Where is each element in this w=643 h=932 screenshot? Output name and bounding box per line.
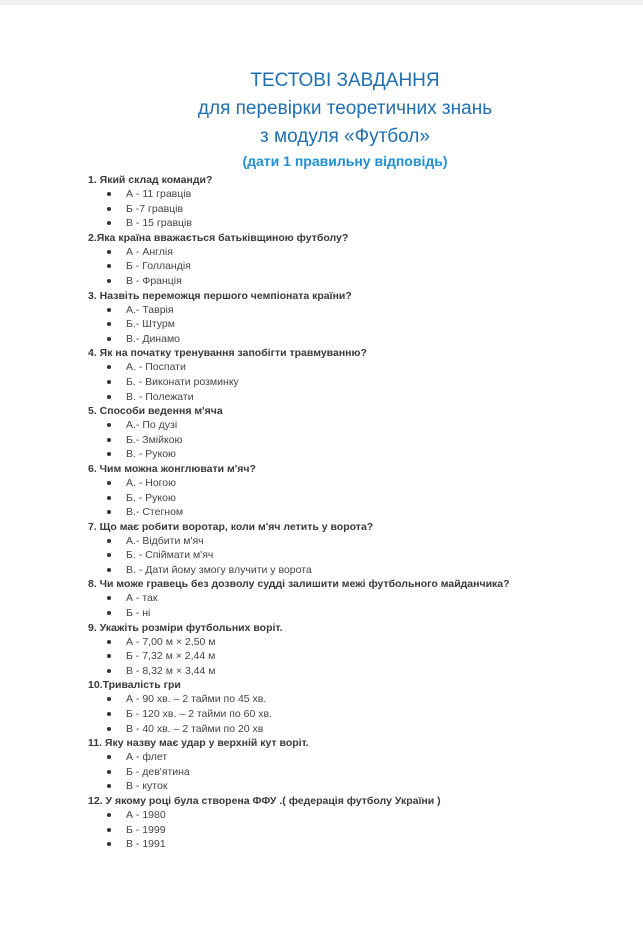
- answer-option: [88, 375, 628, 390]
- bullet-icon: [107, 438, 111, 442]
- answer-option: [88, 765, 628, 780]
- answer-list: [88, 692, 628, 736]
- bullet-icon: [107, 669, 111, 673]
- answer-option: [88, 259, 628, 274]
- bullet-icon: [107, 423, 111, 427]
- bullet-icon: [107, 380, 111, 384]
- answer-text: Б. - Спіймати м'яч: [126, 549, 214, 562]
- question-text: 6. Чим можна жонглювати м'яч?: [88, 462, 256, 475]
- answer-option: [88, 390, 628, 405]
- bullet-icon: [107, 568, 111, 572]
- answer-option: [88, 447, 628, 462]
- answer-text: А - 11 гравців: [126, 188, 192, 200]
- bullet-icon: [107, 654, 111, 658]
- page-title: ТЕСТОВІ ЗАВДАННЯ: [250, 70, 440, 91]
- question-text: 10.Тривалість гри: [88, 679, 181, 692]
- bullet-icon: [107, 770, 111, 774]
- answer-option: [88, 360, 628, 375]
- answer-list: [88, 360, 628, 404]
- answer-text: А.- Таврія: [126, 303, 174, 316]
- answer-text: А - Англія: [126, 245, 173, 258]
- bullet-icon: [107, 712, 111, 716]
- answer-list: [88, 303, 628, 347]
- question-4: [88, 346, 628, 404]
- answer-option: [88, 823, 628, 838]
- answer-option: [88, 635, 628, 650]
- question-text: 1. Який склад команди?: [88, 174, 213, 186]
- bullet-icon: [107, 727, 111, 731]
- question-9: [88, 621, 628, 679]
- instruction-text: (дати 1 правильну відповідь): [242, 153, 448, 169]
- answer-option: [88, 534, 628, 549]
- answer-option: [88, 779, 628, 794]
- answer-text: Б -7 гравців: [126, 202, 184, 215]
- answer-text: Б.- Штурм: [126, 318, 175, 331]
- question-2: [88, 231, 628, 289]
- answer-text: В - Франція: [126, 274, 182, 287]
- bullet-icon: [107, 510, 111, 514]
- answer-text: А.- Відбити м'яч: [126, 534, 204, 547]
- answer-text: В - куток: [126, 780, 168, 793]
- answer-option: [88, 245, 628, 260]
- answer-text: А - 90 хв. – 2 тайми по 45 хв.: [126, 693, 267, 706]
- answer-text: А - 7,00 м × 2,50 м: [126, 635, 216, 648]
- answer-list: [88, 591, 628, 620]
- answer-option: [88, 317, 628, 332]
- answer-text: В - 15 гравців: [126, 217, 192, 230]
- question-text: 9. Укажіть розміри футбольних воріт.: [88, 621, 283, 634]
- bullet-icon: [107, 539, 111, 543]
- answer-text: В.- Стегном: [126, 506, 184, 519]
- answer-option: [88, 591, 628, 606]
- bullet-icon: [107, 264, 111, 268]
- answer-list: [88, 635, 628, 679]
- answer-option: [88, 750, 628, 765]
- question-text: 3. Назвіть переможця першого чемпіоната країни?: [88, 289, 352, 302]
- answer-text: Б. - Виконати розминку: [126, 375, 239, 388]
- answer-option: [88, 216, 628, 231]
- answer-text: В.- Динамо: [126, 332, 181, 345]
- answer-list: [88, 245, 628, 289]
- answer-option: [88, 649, 628, 664]
- answer-text: В - 8,32 м × 3,44 м: [126, 664, 216, 677]
- answer-text: А. - Поспати: [126, 361, 186, 374]
- question-1: [88, 173, 628, 231]
- answer-text: А.- По дузі: [126, 419, 178, 432]
- bullet-icon: [107, 395, 111, 399]
- bullet-icon: [107, 365, 111, 369]
- answer-text: Б - 120 хв. – 2 тайми по 60 хв.: [126, 708, 273, 721]
- bullet-icon: [107, 640, 111, 644]
- answer-option: [88, 332, 628, 347]
- question-list: [88, 173, 628, 852]
- bullet-icon: [107, 279, 111, 283]
- answer-text: Б - дев'ятина: [126, 765, 190, 778]
- question-text: 8. Чи може гравець без дозволу судді залишити межі футбольного майданчика?: [88, 578, 510, 591]
- answer-list: [88, 187, 628, 231]
- bullet-icon: [107, 452, 111, 456]
- page-subtitle-module: з модуля «Футбол»: [260, 126, 430, 147]
- bullet-icon: [107, 842, 111, 846]
- answer-option: [88, 476, 628, 491]
- question-text: 5. Способи ведення м'яча: [88, 405, 223, 418]
- answer-option: [88, 418, 628, 433]
- answer-text: А - так: [126, 592, 158, 605]
- answer-option: [88, 664, 628, 679]
- answer-text: В - 1991: [126, 838, 166, 851]
- question-text: 4. Як на початку тренування запобігти травмуванню?: [88, 347, 367, 360]
- answer-text: В. - Полежати: [126, 390, 194, 403]
- bullet-icon: [107, 611, 111, 615]
- bullet-icon: [107, 207, 111, 211]
- bullet-icon: [107, 553, 111, 557]
- answer-option: [88, 187, 628, 202]
- bullet-icon: [107, 828, 111, 832]
- question-12: [88, 794, 628, 852]
- question-text: 7. Що має робити воротар, коли м'яч летить у ворота?: [88, 520, 374, 533]
- answer-option: [88, 202, 628, 217]
- question-8: [88, 577, 628, 620]
- question-text: 12. У якому році була створена ФФУ .( федерація футболу України ): [88, 795, 441, 807]
- bullet-icon: [107, 697, 111, 701]
- bullet-icon: [107, 192, 111, 196]
- question-5: [88, 404, 628, 462]
- answer-text: А - 1980: [126, 809, 166, 821]
- answer-option: [88, 548, 628, 563]
- answer-list: [88, 476, 628, 520]
- bullet-icon: [107, 784, 111, 788]
- answer-text: Б - Голландія: [126, 260, 191, 273]
- title-block: [0, 67, 643, 171]
- answer-list: [88, 534, 628, 578]
- bullet-icon: [107, 322, 111, 326]
- answer-text: Б - 7,32 м × 2,44 м: [126, 650, 216, 663]
- answer-option: [88, 606, 628, 621]
- answer-option: [88, 722, 628, 737]
- answer-option: [88, 303, 628, 318]
- answer-text: В - 40 хв. – 2 тайми по 20 хв: [126, 722, 264, 735]
- answer-option: [88, 274, 628, 289]
- answer-text: В. - Дати йому змогу влучити у ворота: [126, 563, 312, 576]
- answer-text: А - флет: [126, 751, 168, 764]
- question-6: [88, 462, 628, 520]
- answer-option: [88, 707, 628, 722]
- bullet-icon: [107, 221, 111, 225]
- answer-option: [88, 837, 628, 852]
- answer-text: Б. - Рукою: [126, 491, 176, 504]
- answer-option: [88, 505, 628, 520]
- answer-list: [88, 750, 628, 794]
- question-text: 2.Яка країна вважається батьківщиною футболу?: [88, 231, 349, 244]
- answer-option: [88, 433, 628, 448]
- answer-text: В. - Рукою: [126, 448, 176, 461]
- answer-text: Б - 1999: [126, 823, 166, 836]
- page-subtitle-purpose: для перевірки теоретичних знань: [197, 98, 493, 119]
- answer-option: [88, 563, 628, 578]
- question-7: [88, 520, 628, 578]
- bullet-icon: [107, 308, 111, 312]
- question-11: [88, 736, 628, 794]
- answer-list: [88, 418, 628, 462]
- document-page: [0, 5, 643, 932]
- answer-option: [88, 692, 628, 707]
- answer-text: Б.- Змійкою: [126, 433, 183, 446]
- answer-option: [88, 491, 628, 506]
- answer-text: Б - ні: [126, 607, 151, 620]
- answer-option: [88, 808, 628, 823]
- bullet-icon: [107, 496, 111, 500]
- bullet-icon: [107, 250, 111, 254]
- answer-list: [88, 808, 628, 852]
- question-10: [88, 678, 628, 736]
- bullet-icon: [107, 813, 111, 817]
- bullet-icon: [107, 596, 111, 600]
- question-3: [88, 289, 628, 347]
- bullet-icon: [107, 481, 111, 485]
- bullet-icon: [107, 337, 111, 341]
- bullet-icon: [107, 755, 111, 759]
- question-text: 11. Яку назву має удар у верхній кут воріт.: [88, 737, 309, 750]
- answer-text: А. - Ногою: [126, 476, 176, 489]
